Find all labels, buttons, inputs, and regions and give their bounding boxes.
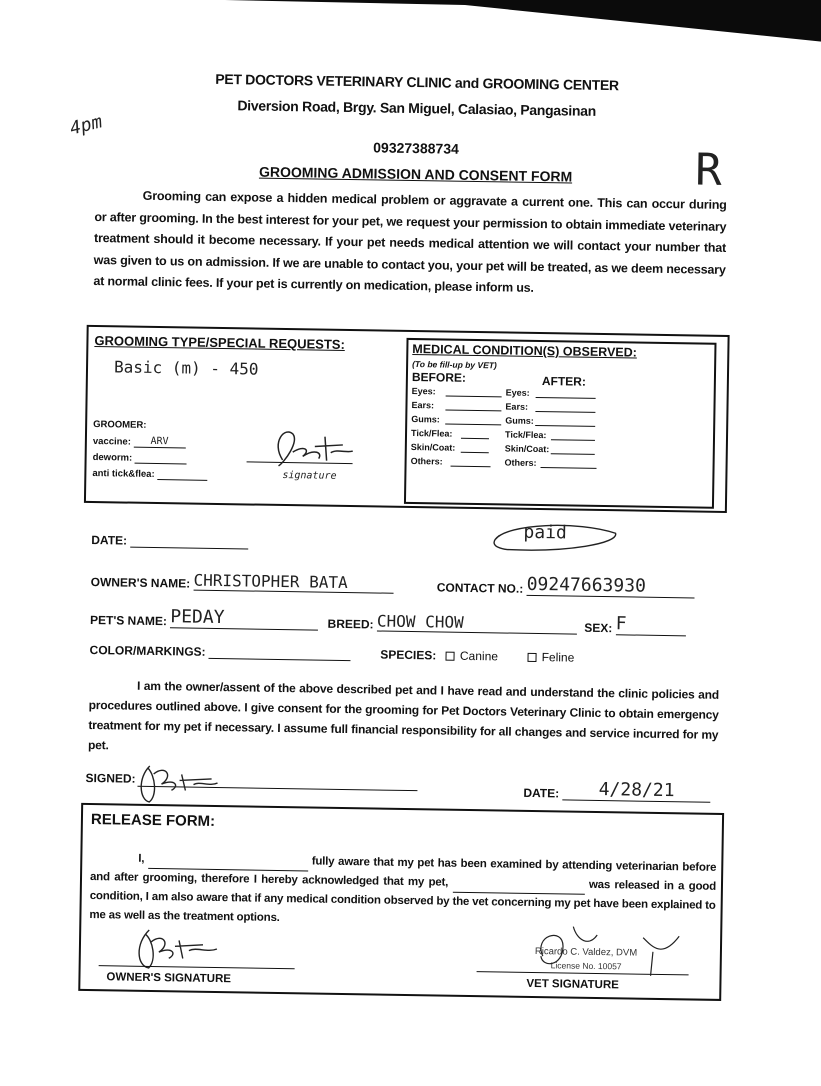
medical-row <box>411 400 711 415</box>
canine-checkbox[interactable] <box>446 652 455 661</box>
medical-after-label: Skin/Coat: <box>504 443 550 455</box>
clinic-address: Diversion Road, Brgy. San Miguel, Calasiao, Pangasinan <box>237 97 597 119</box>
grooming-section <box>86 327 407 506</box>
pet-name-label: PET'S NAME: <box>89 612 168 629</box>
vaccine-row <box>93 435 186 448</box>
grooming-medical-box <box>84 325 730 513</box>
antitick-label: anti tick&flea: <box>92 468 155 480</box>
medical-after-label: Others: <box>504 457 537 468</box>
medical-before-field[interactable] <box>445 424 501 426</box>
medical-after-field[interactable] <box>541 467 597 469</box>
vet-stamp-name: Ricardo C. Valdez, DVM <box>534 946 638 959</box>
vaccine-field[interactable]: ARV <box>133 436 185 449</box>
before-label: BEFORE: <box>411 370 467 385</box>
medical-after-label: Eyes: <box>505 387 530 398</box>
release-form-title: RELEASE FORM: <box>90 811 216 830</box>
grooming-request-value[interactable]: Basic (m) - 450 <box>113 357 259 379</box>
antitick-field[interactable] <box>157 468 207 481</box>
form-title: GROOMING ADMISSION AND CONSENT FORM <box>258 163 573 185</box>
signed-date-field[interactable]: 4/28/21 <box>562 778 710 802</box>
medical-after-field[interactable] <box>551 439 595 441</box>
after-label: AFTER: <box>541 374 586 389</box>
paid-stamp: paid <box>523 521 568 544</box>
medical-before-label: Others: <box>410 456 443 467</box>
signature-caption: signature <box>282 469 337 482</box>
medical-section-title: MEDICAL CONDITION(S) OBSERVED: <box>412 342 638 360</box>
pet-row <box>90 605 730 637</box>
medical-after-field[interactable] <box>536 397 596 399</box>
release-text-part3: was released in a good condition, I am also aware that if any medical condition observed by the vet concerning my pet have been explained to me as well as the treatment options. <box>89 878 717 925</box>
date-row <box>91 533 248 549</box>
vaccine-label: vaccine: <box>92 436 131 448</box>
vet-signature <box>533 916 684 978</box>
clinic-name: PET DOCTORS VETERINARY CLINIC and GROOMING CENTER <box>215 70 619 94</box>
medical-before-label: Gums: <box>411 414 440 425</box>
color-species-row <box>89 643 729 667</box>
breed-field[interactable]: CHOW CHOW <box>377 611 577 634</box>
deworm-row <box>93 451 187 464</box>
sex-label: SEX: <box>584 620 613 636</box>
medical-before-field[interactable] <box>461 438 489 439</box>
antitick-row <box>92 467 207 481</box>
feline-label: Feline <box>541 650 575 665</box>
medical-after-field[interactable] <box>551 453 595 455</box>
release-text-part2: fully aware that my pet has been examined by attending veterinarian before and after grooming, therefore I hereby acknowledged that my pet, <box>89 855 717 889</box>
medical-before-label: Eyes: <box>411 386 436 397</box>
owner-row <box>91 567 731 599</box>
contact-label: CONTACT NO.: <box>436 580 524 596</box>
medical-before-field[interactable] <box>445 410 501 412</box>
deworm-field[interactable] <box>135 452 187 465</box>
owner-signature-label: OWNER'S SIGNATURE <box>106 971 232 986</box>
grooming-section-title: GROOMING TYPE/SPECIAL REQUESTS: <box>94 333 345 352</box>
date-label: DATE: <box>91 533 128 548</box>
medical-after-label: Ears: <box>505 401 529 412</box>
margin-mark-right: R <box>694 144 723 196</box>
medical-before-label: Tick/Flea: <box>410 428 453 439</box>
medical-row <box>411 442 711 457</box>
species-label: SPECIES: <box>380 647 437 663</box>
signed-date-row <box>523 778 710 803</box>
color-label: COLOR/MARKINGS: <box>89 642 206 659</box>
release-owner-name-field[interactable] <box>148 856 308 872</box>
medical-row <box>411 414 711 429</box>
clinic-phone: 09327388734 <box>373 139 459 157</box>
release-pet-name-field[interactable] <box>452 880 584 895</box>
medical-after-field[interactable] <box>535 425 595 427</box>
groomer-label: GROOMER: <box>93 419 147 431</box>
medical-before-label: Skin/Coat: <box>410 442 456 453</box>
release-form-box <box>78 803 724 1001</box>
canine-label: Canine <box>459 648 499 664</box>
medical-before-field[interactable] <box>446 396 502 398</box>
owner-name-label: OWNER'S NAME: <box>90 574 191 591</box>
vet-stamp-license: License No. 10057 <box>550 960 622 972</box>
color-field[interactable] <box>209 645 351 661</box>
pet-name-field[interactable]: PEDAY <box>170 606 318 630</box>
sex-field[interactable]: F <box>616 613 686 636</box>
intro-paragraph: Grooming can expose a hidden medical problem or aggravate a current one. This can occur during or after grooming. In the best interest for your pet, we request your permission to obtain immediate veterinary treatment should it become necessary. If your pet needs medical attention we will contact your number that was given to us on admission. If we are unable to contact you, your pet will be treated, as we deem necessary at normal clinic fees. If your pet is currently on medication, please inform us. <box>93 188 727 295</box>
signed-label: SIGNED: <box>85 770 136 786</box>
medical-row <box>411 456 711 471</box>
release-text-i: I, <box>138 852 145 865</box>
medical-section-subtitle: (To be fill-up by VET) <box>412 359 497 371</box>
medical-after-label: Tick/Flea: <box>504 429 547 441</box>
margin-note-left: 4pm <box>67 111 105 140</box>
medical-before-field[interactable] <box>451 466 491 468</box>
vet-signature-label: VET SIGNATURE <box>526 977 619 992</box>
deworm-label: deworm: <box>92 452 133 464</box>
consent-paragraph: I am the owner/assent of the above described pet and I have read and understand the clinic policies and procedures outlined above. I give consent for the grooming for Pet Doctors Veterinary Clinic to obtain emergency treatment for my pet if necessary. I assume full financial responsibility for all changes and service incurred for my pet. <box>88 678 720 753</box>
contact-field[interactable]: 09247663930 <box>526 574 694 599</box>
medical-before-field[interactable] <box>461 452 489 453</box>
groomer-signature <box>264 422 355 473</box>
medical-after-field[interactable] <box>535 411 595 413</box>
medical-row <box>411 428 711 443</box>
medical-after-label: Gums: <box>505 415 534 426</box>
feline-checkbox[interactable] <box>527 653 536 662</box>
owner-name-field[interactable]: CHRISTOPHER BATA <box>193 571 393 594</box>
medical-section <box>404 338 717 509</box>
owner-signed-signature <box>135 756 236 808</box>
breed-label: BREED: <box>327 616 374 632</box>
date-field[interactable] <box>130 534 248 550</box>
signed-date-label: DATE: <box>523 785 560 801</box>
medical-before-label: Ears: <box>411 400 435 411</box>
medical-row <box>412 386 712 401</box>
